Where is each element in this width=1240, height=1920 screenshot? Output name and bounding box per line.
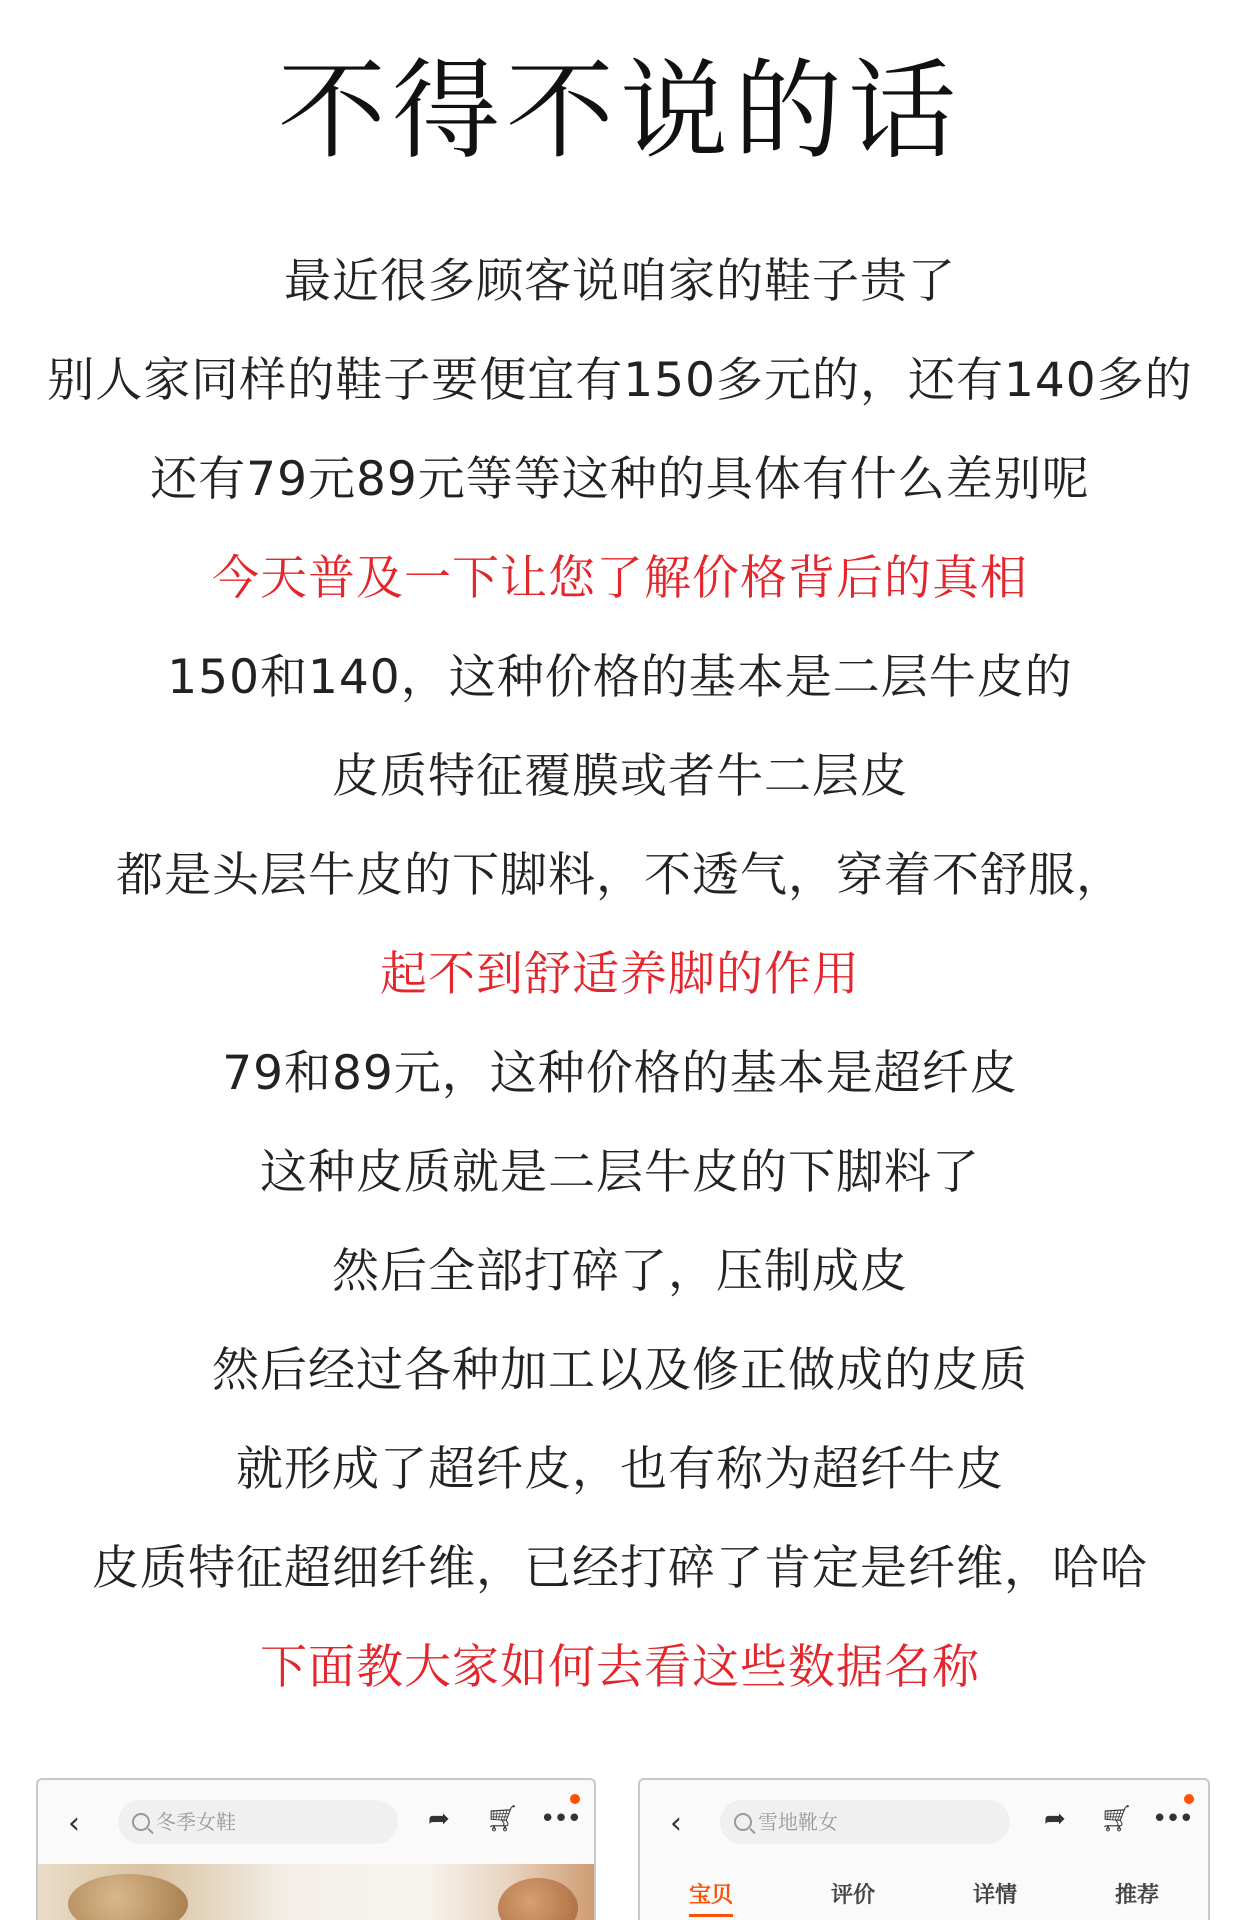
screenshot-right bbox=[638, 1778, 1210, 1920]
text-line: 79和89元，这种价格的基本是超纤皮 bbox=[222, 1046, 1018, 1101]
search-icon bbox=[734, 1813, 752, 1831]
text-line: 皮质特征覆膜或者牛二层皮 bbox=[332, 749, 908, 804]
share-icon[interactable]: ➦ bbox=[428, 1804, 450, 1834]
tab-recommend[interactable]: 推荐 bbox=[1114, 1882, 1159, 1908]
text-line: 都是头层牛皮的下脚料，不透气，穿着不舒服， bbox=[116, 848, 1124, 903]
text-block bbox=[0, 232, 1240, 1717]
text-line: 这种皮质就是二层牛皮的下脚料了 bbox=[260, 1145, 980, 1200]
text-line-highlight: 下面教大家如何去看这些数据名称 bbox=[260, 1640, 980, 1695]
share-icon[interactable]: ➦ bbox=[1044, 1804, 1066, 1834]
notification-dot bbox=[570, 1794, 580, 1804]
tab-bar bbox=[640, 1864, 1208, 1920]
search-icon bbox=[132, 1813, 150, 1831]
page-title: 不得不说的话 bbox=[277, 49, 962, 174]
text-line: 最近很多顾客说咱家的鞋子贵了 bbox=[284, 254, 956, 309]
cart-icon[interactable]: 🛒︎ bbox=[486, 1804, 520, 1834]
text-line: 然后经过各种加工以及修正做成的皮质 bbox=[212, 1343, 1028, 1398]
text-line: 还有79元89元等等这种的具体有什么差别呢 bbox=[150, 452, 1090, 507]
shoe-image bbox=[498, 1878, 578, 1920]
notification-dot bbox=[1184, 1794, 1194, 1804]
search-placeholder: 雪地靴女 bbox=[758, 1810, 838, 1834]
app-top-bar bbox=[38, 1786, 594, 1858]
tab-reviews[interactable]: 评价 bbox=[830, 1882, 875, 1908]
search-input[interactable] bbox=[720, 1800, 1010, 1844]
back-icon[interactable]: ‹ bbox=[68, 1806, 80, 1841]
tab-item[interactable]: 宝贝 bbox=[689, 1878, 733, 1909]
back-icon[interactable]: ‹ bbox=[670, 1806, 682, 1841]
text-line: 别人家同样的鞋子要便宜有150多元的，还有140多的 bbox=[47, 353, 1193, 408]
app-top-bar bbox=[640, 1786, 1208, 1858]
product-photo bbox=[38, 1864, 594, 1920]
search-placeholder: 冬季女鞋 bbox=[156, 1810, 236, 1834]
text-line-highlight: 起不到舒适养脚的作用 bbox=[380, 947, 860, 1002]
search-input[interactable] bbox=[118, 1800, 398, 1844]
shoe-image bbox=[68, 1874, 188, 1920]
text-line: 就形成了超纤皮，也有称为超纤牛皮 bbox=[236, 1442, 1004, 1497]
more-icon[interactable]: ••• bbox=[540, 1804, 581, 1834]
tab-details[interactable]: 详情 bbox=[972, 1882, 1017, 1908]
text-line: 皮质特征超细纤维，已经打碎了肯定是纤维，哈哈 bbox=[92, 1541, 1148, 1596]
cart-icon[interactable]: 🛒︎ bbox=[1100, 1804, 1134, 1834]
text-line-highlight: 今天普及一下让您了解价格背后的真相 bbox=[212, 551, 1028, 606]
text-line: 然后全部打碎了，压制成皮 bbox=[332, 1244, 908, 1299]
text-line: 150和140，这种价格的基本是二层牛皮的 bbox=[167, 650, 1073, 705]
screenshot-left bbox=[36, 1778, 596, 1920]
more-icon[interactable]: ••• bbox=[1152, 1804, 1193, 1834]
